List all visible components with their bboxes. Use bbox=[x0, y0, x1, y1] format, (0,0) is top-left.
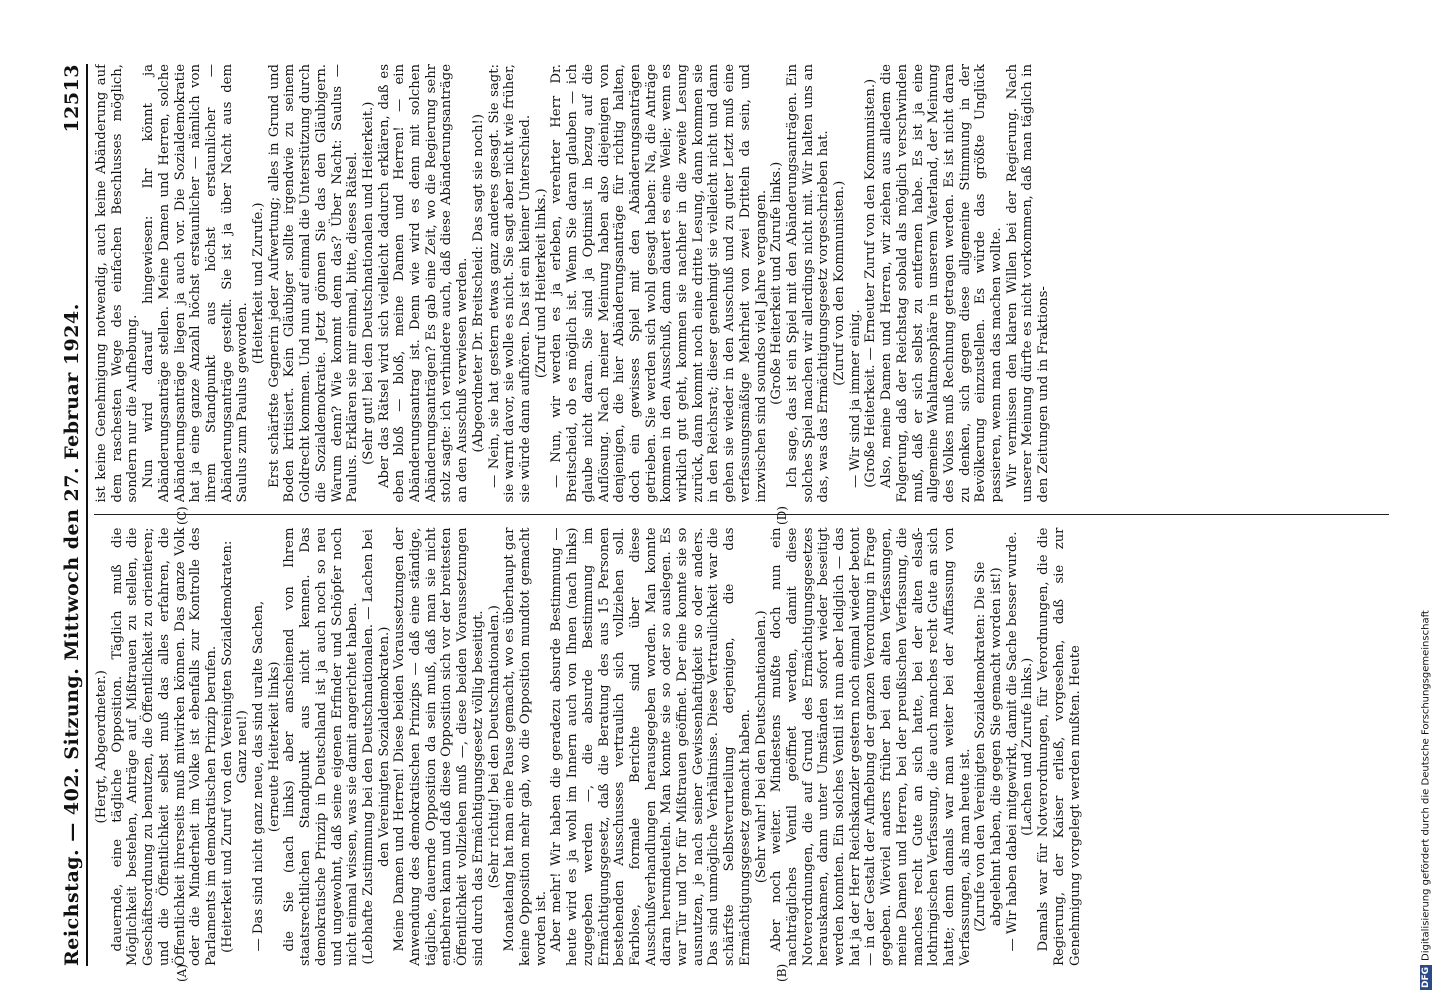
interjection: (Sehr richtig! bei den Deutschnationalen.) bbox=[486, 605, 502, 889]
text-column-right bbox=[94, 64, 1389, 503]
paragraph: Monatelang hat man eine Pause gemacht, wo es überhaupt gar keine Opposition mehr gab, wo die Opposition mundtot gemacht worden ist. bbox=[502, 527, 549, 966]
paragraph: Aber das Rätsel wird sich vielleicht dadurch erklären, daß es eben bloß — bloß, meine Damen und Herren! — ein Abänderungsantrag ist. Denn wie wird es denn mit solchen Abänderungsanträgen? Es gab eine Zeit, wo die Regierung sehr stolz sagte: ich verhindere auch, daß diese Abänderungsanträge an den Ausschuß verwiesen werden. bbox=[376, 64, 471, 503]
text-column-left bbox=[94, 528, 1389, 967]
paragraph: — Wir sind ja immer einig. bbox=[847, 309, 863, 488]
interjection: (Sehr wahr! bei den Deutschnationalen.) bbox=[753, 610, 769, 884]
margin-marker-d: (D) bbox=[775, 506, 789, 525]
paragraph: — Wir haben dabei mitgewirkt, damit die Sache besser wurde. bbox=[1004, 531, 1020, 952]
scanned-page-frame bbox=[55, 50, 1415, 980]
margin-marker-c: (C) bbox=[175, 506, 189, 525]
paragraph: Wir vermissen den klaren Willen bei der Regierung. Nach unserer Meinung dürfte es nicht vorkommen, daß man täglich in den Zeitungen und in Fraktions- bbox=[1004, 64, 1052, 503]
interjection: (Zuruf und Heiterkeit links.) bbox=[533, 188, 549, 379]
paragraph: — Das sind nicht ganz neue, das sind uralte Sachen, bbox=[251, 600, 267, 952]
paragraph: ist keine Genehmigung notwendig, auch keine Abänderung auf dem raschesten Wege des einfachen Beschlusses möglich, sondern nur die Aufhebung. bbox=[94, 64, 141, 503]
interjection: (Hergt, Abgeordneter.) bbox=[94, 670, 109, 824]
interjection: (Zurufe von den Vereinigten Sozialdemokraten: Die Sie abgelehnt haben, die gegen Sie gemacht worden ist!) bbox=[973, 561, 1005, 932]
interjection: (Lachen und Zurufe links.) bbox=[1020, 657, 1036, 836]
rotated-page bbox=[55, 50, 1415, 980]
header-title: Reichstag. — 402. Sitzung. Mittwoch den 27. Februar 1924. bbox=[61, 303, 83, 966]
paragraph: Ich sage, das ist ein Spiel mit den Abänderungsanträgen. Ein solches Spiel machen wir allerdings nicht mit. Wir halten uns an das, was das Ermächtigungsgesetz vorgeschrieben hat. bbox=[784, 64, 832, 503]
interjection: (Heiterkeit und Zuruf von den Vereinigten Sozialdemokraten: Ganz neu!) bbox=[219, 540, 251, 953]
paragraph: Also, meine Damen und Herren, wir ziehen aus alledem die Folgerung, daß der Reichstag sobald als möglich verschwinden muß, daß er sich selbst zu entfernen habe. Es ist ja eine allgemeine Wahlatmosphäre in unserem Vaterland, der Meinung des Volkes muß Rechnung getragen werden. Es ist nicht daran zu denken, sich gegen diese allgemeine Stimmung in der Bevölkerung einzustellen. Es würde das größte Unglück passieren, wenn man das machen wollte. bbox=[879, 64, 1005, 503]
digitization-credit-text: Digitalisierung gefördert durch die Deutsche Forschungsgemeinschaft bbox=[1420, 610, 1432, 961]
page-number: 12513 bbox=[61, 64, 83, 133]
paragraph: Meine Damen und Herren! Diese beiden Voraussetzungen der Anwendung des demokratischen Prinzips — daß eine ständige, tägliche, dauernde Opposition da sein muß, daß man sie nicht entbehren kann und daß diese Opposition sich vor der breitesten Öffentlichkeit vollziehen muß —, diese beiden Voraussetzungen sind durch das Ermächtigungsgesetz völlig beseitigt. bbox=[392, 527, 486, 966]
interjection: (Heiterkeit und Zurufe.) bbox=[251, 202, 267, 365]
interjection: (erneute Heiterkeit links) bbox=[266, 661, 282, 833]
paragraph: Nun wird darauf hingewiesen: Ihr könnt ja Abänderungsanträge stellen. Meine Damen und Herren, solche Abänderungsanträge liegen ja auch vor. Die Sozialdemokratie hat ja eine ganze Anzahl höchst erstaunlicher — nämlich von ihrem Standpunkt aus höchst erstaunlicher — Abänderungsanträge gestellt. Sie ist ja über Nacht aus dem Saulus zum Paulus geworden. bbox=[141, 64, 251, 503]
paragraph: Erst schärfste Gegnerin jeder Aufwertung; alles in Grund und Boden kritisiert. Kein Gläubiger sollte irgendwie zu seinem Goldrecht kommen. Und nun auf einmal die Unterstützung durch die Sozialdemokratie. Jetzt gönnen Sie das den Gläubigern. Warum denn? Wie kommt denn das? Über Nacht: Saulus — Paulus. Erklären sie mir einmal, bitte, dieses Rätsel. bbox=[266, 64, 361, 503]
interjection: (Große Heiterkeit. — Erneuter Zuruf von den Kommunisten.) bbox=[863, 78, 879, 488]
running-header bbox=[61, 64, 88, 966]
paragraph: — Nein, sie hat gestern etwas ganz anderes gesagt. Sie sagt: sie warnt davor, sie wolle es nicht. Sie sagt aber nicht wie früher, sie würde dann aufhören. Das ist ein kleiner Unterschied. bbox=[486, 64, 533, 503]
interjection: (Lebhafte Zustimmung bei den Deutschnationalen. — Lachen bei den Vereinigten Sozialdemokraten.) bbox=[360, 528, 392, 965]
interjection: (Große Heiterkeit und Zurufe links.) bbox=[769, 161, 785, 405]
digitization-credit bbox=[1419, 10, 1433, 990]
dfg-logo: DFG bbox=[1421, 966, 1431, 988]
paragraph: Aber noch weiter. Mindestens mußte doch nun ein nachträgliches Ventil geöffnet werden, damit diese Notverordnungen, die auf Grund des Ermächtigungsgesetzes herauskamen, dann unter Umständen sofort wieder beseitigt werden konnten. Ein solches Ventil ist nun aber lediglich — das hat ja der Herr Reichskanzler gestern noch einmal wieder betont — in der Gestalt der Aufhebung der ganzen Verordnung in Frage gegeben. Wieviel anders früher bei den alten Verfassungen, meine Damen und Herren, bei der preußischen Verfassung, die manches recht Gute an sich hatte, bei der alten elsaß-lothringischen Verfassung, die auch manches recht Gute an sich hatte; denn damals war man weiter bei der Auffassung von Verfassungen, als man heute ist. bbox=[769, 527, 973, 966]
margin-marker-a: (A) bbox=[175, 963, 189, 982]
interjection: (Sehr gut! bei den Deutschnationalen und Heiterkeit.) bbox=[360, 101, 376, 465]
paragraph: die Sie (nach links) aber anscheinend von Ihrem staatsrechtlichen Standpunkt aus nicht kennen. Das demokratische Prinzip in Deutschland ist ja auch noch so neu und ungewohnt, daß seine eigenen Erfinder und Schöpfer noch nicht einmal wissen, was sie damit angerichtet haben. bbox=[282, 527, 361, 966]
column-divider bbox=[94, 515, 1389, 516]
interjection: (Abgeordneter Dr. Breitscheid: Das sagt sie noch!) bbox=[470, 114, 486, 453]
paragraph: Aber mehr! Wir haben die geradezu absurde Bestimmung — heute wird es ja wohl im Innern auch von Ihnen (nach links) zugegeben werden —, die absurde Bestimmung im Ermächtigungsgesetz, daß die Beratung des aus 15 Personen bestehenden Ausschusses vertraulich sich vollziehen soll. Farblose, formale Berichte sind über diese Ausschußverhandlungen herausgegeben worden. Man konnte daran herumdeuteln. Man konnte sie so oder so auslegen. Es war Tür und Tor für Mißtrauen geöffnet. Der eine konnte sie so ausnutzen, je nach seiner Gewissenhaftigkeit so oder anders. Das sind unmögliche Verhältnisse. Diese Vertraulichkeit war die schärfste Selbstverurteilung derjenigen, die das Ermächtigungsgesetz gemacht haben. bbox=[549, 527, 753, 966]
margin-marker-b: (B) bbox=[775, 963, 789, 982]
paragraph: dauernde, eine tägliche Opposition. Täglich muß die Möglichkeit bestehen, Anträge auf Mißtrauen zu stellen, die Geschäftsordnung zu benutzen, die Öffentlichkeit zu orientieren; und die Öffentlichkeit selbst muß das alles erfahren, die Öffentlichkeit ihrerseits muß mitwirken können. Das ganze Volk oder die Minderheit im Volke ist ebenfalls zur Kontrolle des Parlaments im demokratischen Prinzip berufen. bbox=[109, 527, 219, 966]
paragraph: — Nun, wir werden es ja erleben, verehrter Herr Dr. Breitscheid, ob es möglich ist. Wenn Sie daran glauben — ich glaube nicht daran. Sie sind ja Optimist in bezug auf die Auflösung. Nach meiner Meinung haben also diejenigen von denjenigen, die hier Abänderungsanträge für richtig halten, doch ein gewisses Spiel mit den Abänderungsanträgen getrieben. Sie werden sich wohl gesagt haben: Na, die Anträge kommen in den Ausschuß, dann dauert es eine Weile; wenn es wirklich gut geht, kommen sie nachher in die zweite Lesung zurück, dann kommt noch eine dritte Lesung, dann kommen sie in den Reichsrat; dieser genehmigt sie vielleicht nicht und dann gehen sie wieder in den Ausschuß und zu guter Letzt muß eine verfassungsmäßige Mehrheit von zwei Dritteln da sein, und inzwischen sind soundso viel Jahre vergangen. bbox=[549, 64, 769, 503]
interjection: (Zuruf von den Kommunisten.) bbox=[832, 180, 848, 386]
paragraph: Damals war für Notverordnungen, für Verordnungen, die die Regierung, der Kaiser erließ, vorgesehen, daß sie zur Genehmigung vorgelegt werden mußten. Heute bbox=[1036, 527, 1083, 966]
